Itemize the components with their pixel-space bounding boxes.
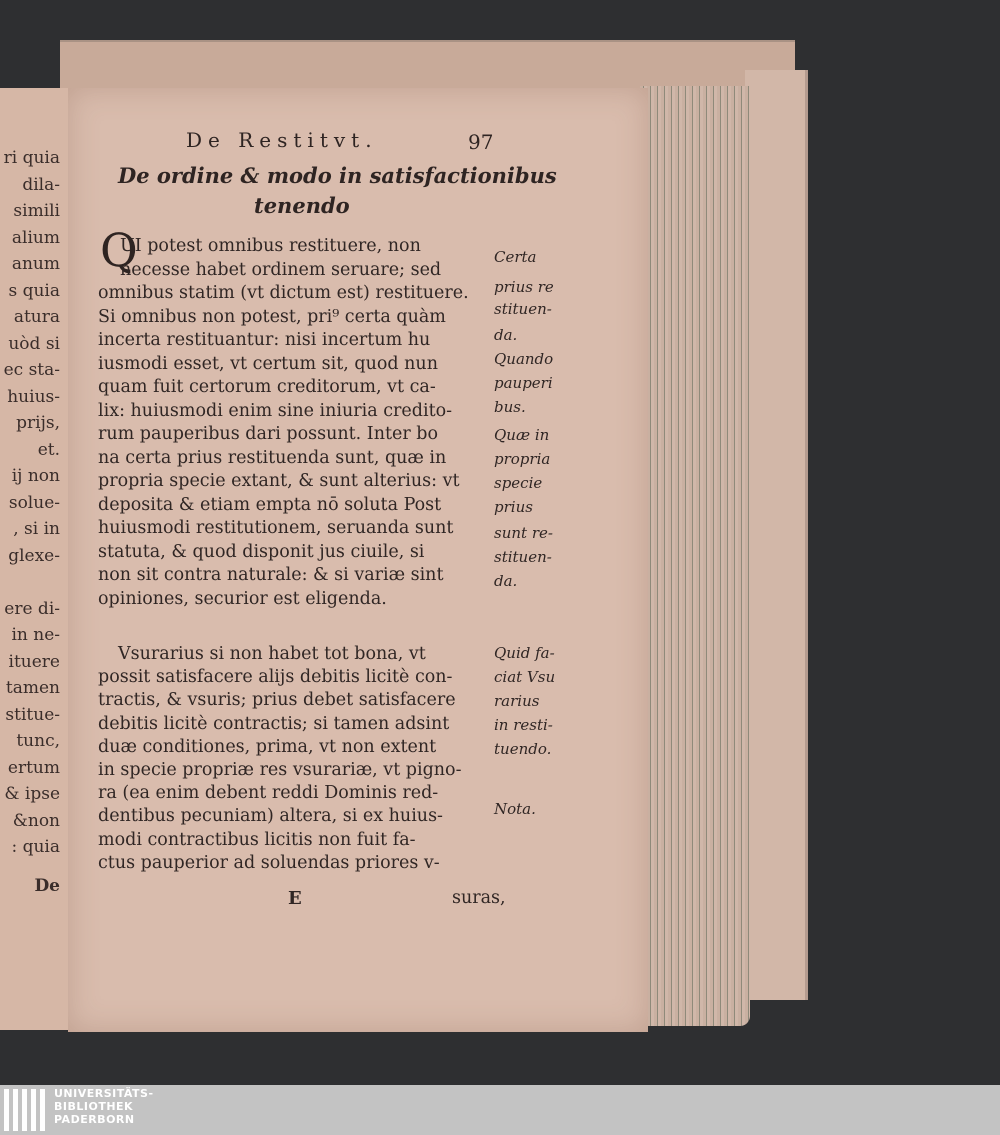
left-page-line: prijs,	[16, 413, 60, 433]
section-title: De ordine & modo in satisfactionibus	[118, 163, 557, 188]
left-page-line: ij non	[11, 466, 60, 486]
left-page-line: De	[34, 876, 60, 896]
margin-note: stituen-	[494, 300, 552, 318]
body-line: lix: huiusmodi enim sine iniuria credito-	[98, 400, 453, 421]
body-line: modi contractibus licitis non fuit fa-	[98, 829, 416, 850]
left-page-line: ec sta-	[3, 360, 60, 380]
margin-note: bus.	[494, 398, 526, 416]
margin-note: pauperi	[494, 374, 553, 392]
margin-note: Quæ in	[494, 426, 550, 444]
book-back-cover	[745, 70, 808, 1000]
left-page-line: alium	[11, 227, 60, 248]
margin-note: da.	[494, 326, 518, 344]
body-line: duæ conditiones, prima, vt non extent	[98, 736, 437, 757]
body-line: dentibus pecuniam) altera, si ex huius-	[98, 806, 443, 827]
body-line: ctus pauperior ad soluendas priores v-	[98, 852, 440, 873]
left-page-line: &non	[12, 810, 60, 831]
margin-note: in resti-	[494, 716, 553, 734]
margin-note: stituen-	[494, 548, 552, 566]
left-page-line: & ipse	[4, 784, 60, 804]
margin-note: tuendo.	[494, 740, 552, 758]
body-line: opiniones, securior est eligenda.	[98, 588, 387, 609]
page-number: 97	[468, 130, 494, 154]
body-line: tractis, & vsuris; prius debet satisfacere	[98, 690, 456, 711]
body-line: quam fuit certorum creditorum, vt ca-	[98, 377, 436, 397]
margin-note: prius re	[494, 278, 554, 296]
right-page	[68, 88, 648, 1032]
library-footer	[0, 1085, 1000, 1135]
margin-note: Quando	[494, 350, 554, 368]
left-page-line: ertum	[7, 757, 60, 778]
margin-note: specie	[494, 474, 543, 492]
signature-mark: E	[288, 888, 302, 909]
body-line: omnibus statim (vt dictum est) restituere.	[98, 283, 469, 303]
margin-note: rarius	[494, 692, 540, 710]
body-line: rum pauperibus dari possunt. Inter bo	[98, 424, 439, 444]
body-line: Si omnibus non potest, pri⁹ certa quàm	[98, 306, 446, 327]
body-line: statuta, & quod disponit jus ciuile, si	[98, 541, 425, 562]
left-page-line: ere di-	[4, 598, 60, 619]
left-page-line: simili	[13, 201, 60, 221]
margin-note: Quid fa-	[494, 644, 555, 662]
margin-note: ciat Vsu	[494, 668, 556, 686]
body-line: deposita & etiam empta nō soluta Post	[98, 494, 442, 515]
body-line: incerta restituantur: nisi incertum hu	[98, 330, 431, 350]
library-logo	[0, 1089, 48, 1131]
margin-note: Certa	[494, 248, 537, 266]
library-name-line: PADERBORN	[54, 1113, 135, 1126]
library-name-line: UNIVERSITÄTS-	[54, 1087, 154, 1100]
body-line: possit satisfacere alijs debitis licitè con-	[98, 667, 453, 688]
left-page-line: , si in	[13, 519, 60, 539]
page-stack-edge	[640, 86, 750, 1026]
margin-note: prius	[494, 498, 533, 516]
body-line: huiusmodi restitutionem, seruanda sunt	[98, 518, 454, 538]
margin-note: da.	[494, 572, 518, 590]
body-line: necesse habet ordinem seruare; sed	[120, 259, 442, 280]
left-page-line: huius-	[7, 386, 60, 407]
left-page-line: tamen	[5, 678, 60, 698]
body-line: in specie propriæ res vsurariæ, vt pigno-	[98, 760, 462, 780]
left-page-line: in ne-	[11, 625, 60, 645]
left-page-line: uòd si	[8, 333, 60, 354]
running-head: De Restitvt.	[186, 128, 378, 152]
drop-cap: Q	[100, 223, 138, 277]
left-page-line: solue-	[8, 492, 60, 513]
body-line: UI potest omnibus restituere, non	[120, 236, 421, 256]
left-page-line: s quia	[8, 280, 60, 301]
library-name-line: BIBLIOTHEK	[54, 1100, 134, 1113]
margin-note: sunt re-	[494, 524, 553, 542]
left-page-line: atura	[13, 307, 60, 327]
left-page-line: tunc,	[16, 731, 60, 751]
catchword: suras,	[452, 888, 506, 908]
left-page-line: stitue-	[5, 704, 60, 725]
body-line: propria specie extant, & sunt alterius: vt	[98, 471, 460, 491]
left-page-line: : quia	[11, 837, 60, 857]
section-title-continued: tenendo	[254, 193, 350, 218]
left-page	[0, 88, 70, 1030]
body-line: na certa prius restituenda sunt, quæ in	[98, 447, 447, 468]
margin-note: propria	[494, 450, 551, 468]
left-page-line: glexe-	[8, 545, 60, 566]
body-line: iusmodi esset, vt certum sit, quod nun	[98, 353, 438, 374]
left-page-line: anum	[11, 254, 60, 274]
left-page-line: et.	[37, 439, 60, 460]
body-line: ra (ea enim debent reddi Dominis red-	[98, 783, 439, 804]
body-line: non sit contra naturale: & si variæ sint	[98, 565, 444, 585]
margin-note: Nota.	[494, 800, 536, 818]
body-line: Vsurarius si non habet tot bona, vt	[118, 644, 426, 664]
left-page-line: dila-	[22, 174, 60, 195]
left-page-line: ri quia	[3, 148, 60, 168]
body-line: debitis licitè contractis; si tamen adsint	[98, 713, 450, 734]
left-page-line: ituere	[8, 651, 60, 672]
